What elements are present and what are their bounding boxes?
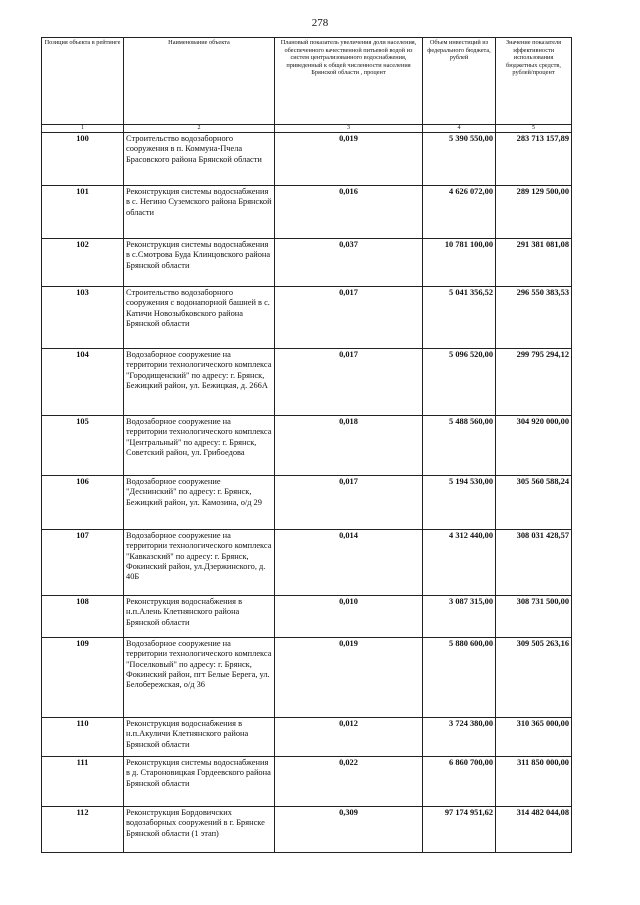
- table-row: [42, 133, 572, 186]
- row-object-name: Реконструкция Бордовичских водозаборных сооружений в г. Брянске Брянской области (1 этап): [124, 807, 275, 853]
- table-row: [42, 530, 572, 596]
- row-investment: 5 194 530,00: [423, 476, 496, 530]
- row-object-name: Строительство водозаборного сооружения с водонапорной башней в с. Катичи Новозыбковского района Брянской области: [124, 287, 275, 349]
- row-position: 101: [42, 186, 124, 239]
- header-row: [42, 38, 572, 125]
- row-efficiency: 310 365 000,00: [496, 718, 572, 757]
- row-investment: 5 041 356,52: [423, 287, 496, 349]
- table-row: [42, 186, 572, 239]
- row-investment: 4 312 440,00: [423, 530, 496, 596]
- row-efficiency: 289 129 500,00: [496, 186, 572, 239]
- row-efficiency: 296 550 383,53: [496, 287, 572, 349]
- table-row: [42, 416, 572, 476]
- row-object-name: Реконструкция системы водоснабжения в д. Староновицкая Гордеевского района Брянской области: [124, 757, 275, 807]
- row-position: 111: [42, 757, 124, 807]
- row-object-name: Строительство водозаборного сооружения в п. Коммуна-Пчела Брасовского района Брянской области: [124, 133, 275, 186]
- row-efficiency: 314 482 044,08: [496, 807, 572, 853]
- row-investment: 10 781 100,00: [423, 239, 496, 287]
- row-position: 107: [42, 530, 124, 596]
- column-number: 4: [423, 125, 496, 133]
- header-efficiency: Значение показателя эффективности использования бюджетных средств, рублей/процент: [496, 38, 572, 125]
- row-efficiency: 299 795 294,12: [496, 349, 572, 416]
- row-efficiency: 304 920 000,00: [496, 416, 572, 476]
- row-indicator: 0,016: [275, 186, 423, 239]
- row-indicator: 0,017: [275, 287, 423, 349]
- row-indicator: 0,022: [275, 757, 423, 807]
- row-object-name: Реконструкция системы водоснабжения в с.Смотрова Буда Клинцовского района Брянской области: [124, 239, 275, 287]
- row-investment: 97 174 951,62: [423, 807, 496, 853]
- row-efficiency: 311 850 000,00: [496, 757, 572, 807]
- column-number: 5: [496, 125, 572, 133]
- column-number: 2: [124, 125, 275, 133]
- header-object-name: Наименование объекта: [124, 38, 275, 125]
- row-object-name: Водозаборное сооружение на территории технологического комплекса "Поселковый" по адресу: г. Брянск, Фокинский район, пгт Белые Берега, ул. Белобережская, о/д 36: [124, 638, 275, 718]
- row-position: 106: [42, 476, 124, 530]
- row-efficiency: 308 731 500,00: [496, 596, 572, 638]
- row-indicator: 0,019: [275, 133, 423, 186]
- row-indicator: 0,019: [275, 638, 423, 718]
- row-efficiency: 291 381 081,08: [496, 239, 572, 287]
- table-row: [42, 638, 572, 718]
- row-position: 112: [42, 807, 124, 853]
- table-row: [42, 287, 572, 349]
- row-object-name: Водозаборное сооружение на территории технологического комплекса "Центральный" по адресу: г. Брянск, Советский район, ул. Грибоедова: [124, 416, 275, 476]
- row-position: 108: [42, 596, 124, 638]
- row-indicator: 0,017: [275, 476, 423, 530]
- row-object-name: Реконструкция водоснабжения в н.п.Акуличи Клетнянского района Брянской области: [124, 718, 275, 757]
- row-indicator: 0,010: [275, 596, 423, 638]
- table-row: [42, 349, 572, 416]
- row-investment: 5 096 520,00: [423, 349, 496, 416]
- column-number-row: [42, 125, 572, 133]
- row-indicator: 0,012: [275, 718, 423, 757]
- row-investment: 4 626 072,00: [423, 186, 496, 239]
- row-investment: 5 488 560,00: [423, 416, 496, 476]
- table-row: [42, 476, 572, 530]
- row-object-name: Водозаборное сооружение на территории технологического комплекса "Кавказский" по адресу: г. Брянск, Фокинский район, ул.Дзержинского, д. 40Б: [124, 530, 275, 596]
- row-efficiency: 283 713 157,89: [496, 133, 572, 186]
- row-object-name: Водозаборное сооружение на территории технологического комплекса "Городищенский" по адресу: г. Брянск, Бежицкий район, ул. Бежицкая, д. 266А: [124, 349, 275, 416]
- header-position: Позиция объекта в рейтинге: [42, 38, 124, 125]
- row-position: 104: [42, 349, 124, 416]
- row-efficiency: 308 031 428,57: [496, 530, 572, 596]
- row-indicator: 0,017: [275, 349, 423, 416]
- row-position: 105: [42, 416, 124, 476]
- row-position: 103: [42, 287, 124, 349]
- column-number: 3: [275, 125, 423, 133]
- row-object-name: Водозаборное сооружение "Деснинский" по адресу: г. Брянск, Бежицкий район, ул. Камозина, о/д 29: [124, 476, 275, 530]
- row-position: 110: [42, 718, 124, 757]
- row-indicator: 0,309: [275, 807, 423, 853]
- table-row: [42, 596, 572, 638]
- row-investment: 6 860 700,00: [423, 757, 496, 807]
- row-position: 100: [42, 133, 124, 186]
- row-position: 102: [42, 239, 124, 287]
- table-row: [42, 807, 572, 853]
- row-indicator: 0,037: [275, 239, 423, 287]
- header-indicator: Плановый показатель увеличения доли населения, обеспеченного качественной питьевой водой из систем централизованного водоснабжения, приведенный к общей численности населения Брянской области , процент: [275, 38, 423, 125]
- row-investment: 5 880 600,00: [423, 638, 496, 718]
- table-row: [42, 239, 572, 287]
- table-row: [42, 757, 572, 807]
- row-efficiency: 305 560 588,24: [496, 476, 572, 530]
- row-efficiency: 309 505 263,16: [496, 638, 572, 718]
- row-object-name: Реконструкция системы водоснабжения в с. Негино Суземского района Брянской области: [124, 186, 275, 239]
- row-investment: 3 087 315,00: [423, 596, 496, 638]
- header-investment: Объем инвестиций из федерального бюджета, рублей: [423, 38, 496, 125]
- row-object-name: Реконструкция водоснабжения в н.п.Алень Клетнянского района Брянской области: [124, 596, 275, 638]
- page-number: 278: [311, 17, 329, 29]
- row-indicator: 0,014: [275, 530, 423, 596]
- row-investment: 3 724 380,00: [423, 718, 496, 757]
- column-number: 1: [42, 125, 124, 133]
- row-indicator: 0,018: [275, 416, 423, 476]
- row-investment: 5 390 550,00: [423, 133, 496, 186]
- table-row: [42, 718, 572, 757]
- investment-rating-table: [41, 37, 572, 853]
- row-position: 109: [42, 638, 124, 718]
